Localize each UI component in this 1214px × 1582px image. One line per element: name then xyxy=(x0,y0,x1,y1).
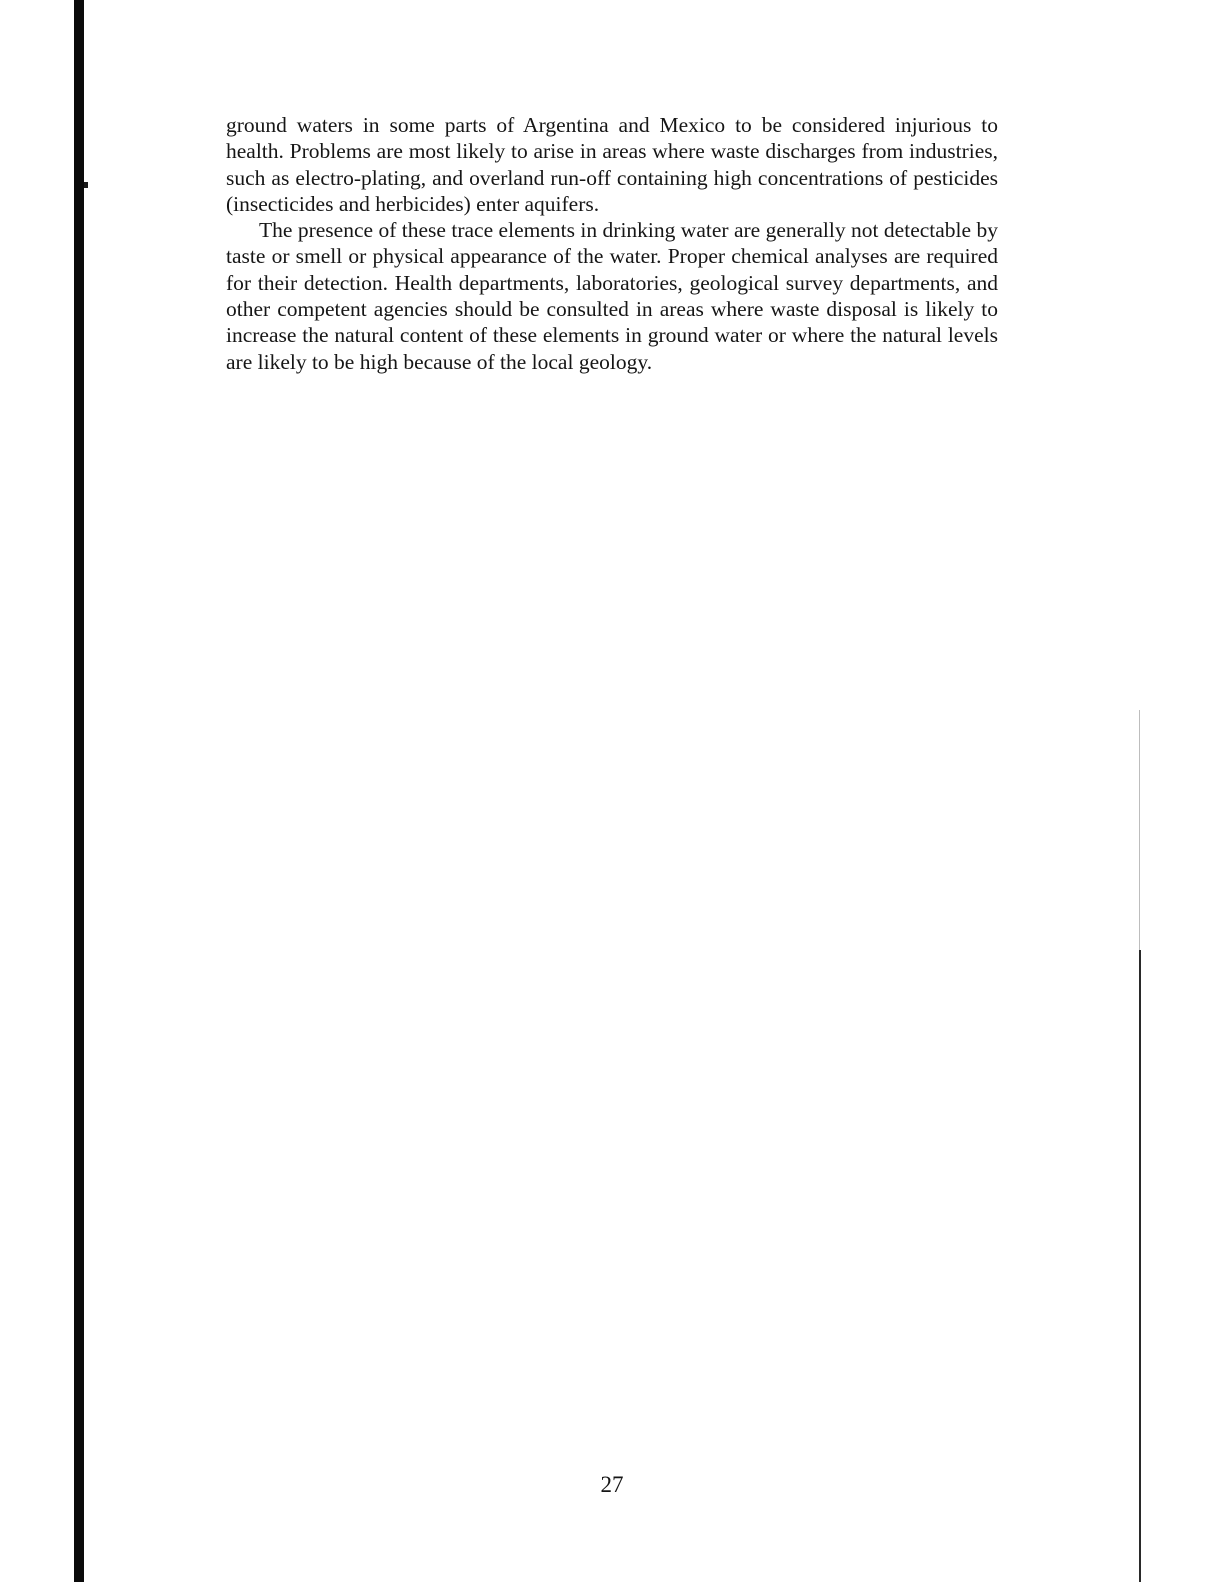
paragraph-continuation: ground waters in some parts of Argentina and Mexico to be considered injurious to health. Problems are most likely to arise in areas where waste discharges from industries, such as electro-plating, and overland run-off containing high concentrations of pesticides (insecticides and herbicides) enter aquifers. xyxy=(226,113,998,216)
body-text xyxy=(226,112,998,375)
paragraph-trace-elements: The presence of these trace elements in drinking water are generally not detectable by taste or smell or physical appearance of the water. Proper chemical analyses are required for their detection. Health departments, laboratories, geological survey departments, and other competent agencies should be consulted in areas where waste disposal is likely to increase the natural content of these elements in ground water or where the natural levels are likely to be high because of the local geology. xyxy=(226,218,998,374)
scan-binding-edge xyxy=(74,0,84,1582)
page-number: 27 xyxy=(600,1472,624,1497)
scan-right-edge-faint xyxy=(1139,710,1140,950)
scan-edge-mark xyxy=(84,182,88,188)
